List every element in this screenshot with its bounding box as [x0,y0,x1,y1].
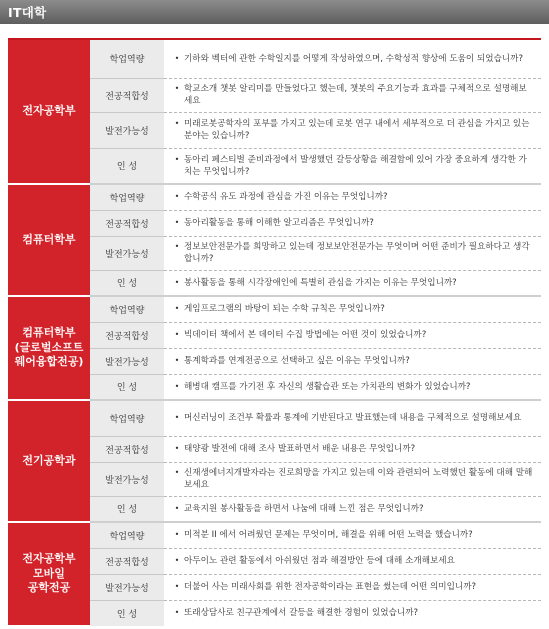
department-label-line: (글로벌소프트 [14,340,84,354]
category-cell: 발전가능성 [90,462,164,496]
header-bar [0,0,549,24]
question-cell [164,270,541,296]
bullet-icon: • [174,217,180,227]
question-text: 또래상담사로 친구관계에서 갈등을 해결한 경험이 있었습니까? [184,608,419,619]
category-cell: 발전가능성 [90,348,164,374]
question-cell [164,348,541,374]
department-cell [8,400,90,522]
question-text: 아두이노 관련 활동에서 아쉬웠던 점과 해결방안 등에 대해 소개해보세요 [184,555,455,566]
category-cell: 인 성 [90,270,164,296]
question-cell [164,78,541,112]
table-row [8,400,541,436]
category-cell: 인 성 [90,374,164,400]
bullet-icon: • [174,304,180,314]
question-cell [164,496,541,522]
question-cell [164,40,541,78]
question-cell [164,236,541,270]
category-cell: 발전가능성 [90,236,164,270]
question-text: 태양광 발전에 대해 조사 발표하면서 배운 내용은 무엇입니까? [184,443,416,454]
department-label-line: 웨어융합전공) [14,355,84,369]
bullet-icon: • [174,241,180,251]
question-cell [164,574,541,600]
bullet-icon: • [174,329,180,339]
category-cell: 학업역량 [90,400,164,436]
department-label: 컴퓨터학부 [22,232,76,246]
bullet-icon: • [174,467,180,477]
department-label-line: 공학전공 [27,581,71,595]
question-text: 미적분 II 에서 어려웠던 문제는 무엇이며, 해결을 위해 어떤 노력을 했습니까? [184,530,473,541]
bullet-icon: • [174,555,180,565]
question-text: 기하와 벡터에 관한 수학일지를 어떻게 작성하였으며, 수학성적 향상에 도움이 되었습니까? [184,53,524,64]
department-cell [8,184,90,296]
department-cell [8,40,90,184]
question-text: 수학공식 유도 과정에 관심을 가진 이유는 무엇입니까? [184,192,388,203]
department-cell [8,522,90,626]
question-text: 통계학과를 연계전공으로 선택하고 싶은 이유는 무엇입니까? [184,355,410,366]
category-cell: 학업역량 [90,184,164,210]
bullet-icon: • [174,355,180,365]
bullet-icon: • [174,83,180,93]
category-cell: 전공적합성 [90,436,164,462]
question-text: 봉사활동을 통해 시각장애인에 특별히 관심을 가지는 이유는 무엇입니까? [184,277,457,288]
category-cell: 전공적합성 [90,210,164,236]
question-text: 정보보안전문가를 희망하고 있는데 정보보안전문가는 무엇이며 어떤 준비가 필요하다고 생각합니까? [184,241,530,264]
question-text: 교육지원 봉사활동을 하면서 나눔에 대해 느낀 점은 무엇입니까? [184,503,424,514]
bullet-icon: • [174,443,180,453]
question-cell [164,374,541,400]
question-text: 동아리 페스티벌 준비과정에서 발생했던 갈등상황을 해결함에 있어 가장 중요하게 생각한 가치는 무엇입니까? [184,154,527,177]
bullet-icon: • [174,53,180,63]
department-label-line: 컴퓨터학부 [22,325,76,339]
question-cell [164,296,541,322]
bullet-icon: • [174,530,180,540]
question-cell [164,112,541,148]
category-cell: 인 성 [90,600,164,626]
category-cell: 전공적합성 [90,322,164,348]
department-label-line: 전자공학부 [22,551,76,565]
question-cell [164,184,541,210]
question-cell [164,400,541,436]
bullet-icon: • [174,608,180,618]
department-label-line: 모바일 [33,566,65,580]
question-cell [164,522,541,548]
table-row [8,40,541,78]
table-row [8,184,541,210]
question-cell [164,600,541,626]
question-text: 더불어 사는 미래사회를 위한 전자공학이라는 표현을 썼는데 어떤 의미입니까? [184,581,477,592]
page-title: IT대학 [8,5,47,20]
question-cell [164,436,541,462]
interview-questions-table [8,38,541,624]
category-cell: 발전가능성 [90,574,164,600]
bullet-icon: • [174,277,180,287]
question-cell [164,322,541,348]
category-cell: 전공적합성 [90,548,164,574]
bullet-icon: • [174,381,180,391]
bullet-icon: • [174,581,180,591]
question-cell [164,210,541,236]
bullet-icon: • [174,154,180,164]
category-cell: 학업역량 [90,296,164,322]
bullet-icon: • [174,413,180,423]
bullet-icon: • [174,118,180,128]
question-text: 빅데이터 책에서 본 데이터 수집 방법에는 어떤 것이 있었습니까? [184,329,427,340]
category-cell: 전공적합성 [90,78,164,112]
category-cell: 학업역량 [90,40,164,78]
question-text: 머신러닝이 조건부 확률과 통계에 기반된다고 발표했는데 내용을 구체적으로 설명해보세요 [184,413,522,424]
category-cell: 인 성 [90,496,164,522]
question-cell [164,462,541,496]
question-text: 미래로봇공학자의 포부를 가지고 있는데 로봇 연구 내에서 세부적으로 더 관심을 가지고 있는 분야는 있습니까? [184,118,530,141]
category-cell: 학업역량 [90,522,164,548]
department-label: 전자공학부 [22,104,76,118]
question-text: 게임프로그램의 바탕이 되는 수학 규칙은 무엇입니까? [184,304,385,315]
question-text: 동아리활동을 통해 이해한 알고리즘은 무엇입니까? [184,217,374,228]
bullet-icon: • [174,192,180,202]
question-cell [164,548,541,574]
question-text: 신재생에너지개발자라는 진로희망을 가지고 있는데 이와 관련되어 노력했던 활동에 대해 말해보세요 [184,467,533,490]
question-cell [164,148,541,184]
table-row [8,296,541,322]
category-cell: 발전가능성 [90,112,164,148]
table-row [8,522,541,548]
department-cell [8,296,90,400]
department-label: 전기공학과 [22,453,76,467]
bullet-icon: • [174,503,180,513]
question-text: 해병대 캠프를 가기전 후 자신의 생활습관 또는 가치관의 변화가 있었습니까? [184,381,471,392]
question-text: 학교소개 챗봇 알리미를 만들었다고 했는데, 챗봇의 주요기능과 효과를 구체적으로 설명해보세요 [184,83,527,106]
category-cell: 인 성 [90,148,164,184]
